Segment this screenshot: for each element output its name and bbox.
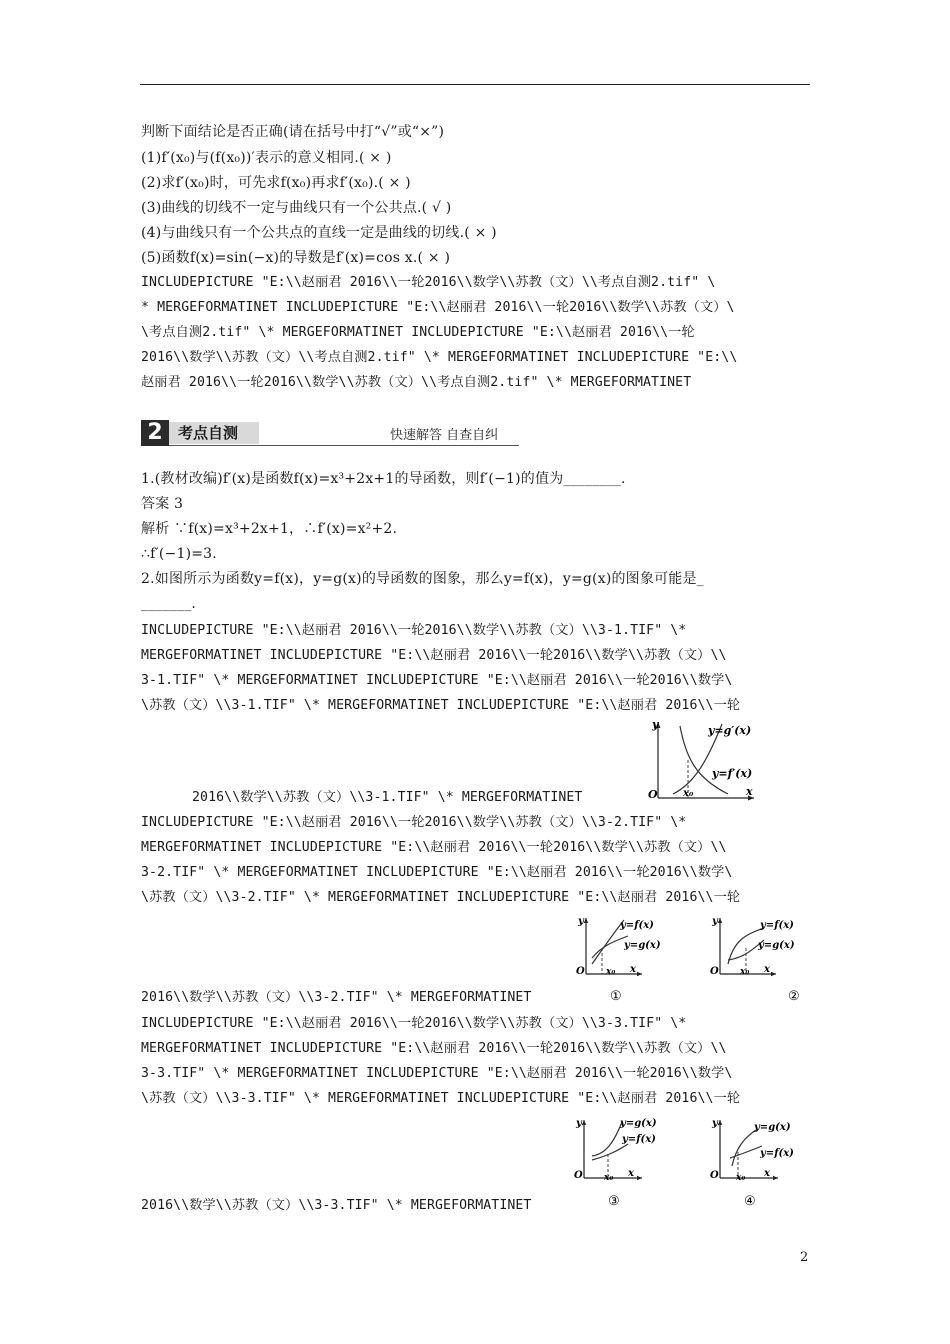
page-number: 2 bbox=[800, 1250, 809, 1265]
include-field-line: INCLUDEPICTURE "E:\\赵丽君 2016\\一轮2016\\数学\\苏教（文）\\3-2.TIF" \* bbox=[141, 815, 687, 830]
origin-label: O bbox=[576, 966, 585, 977]
q1-question: 1.(教材改编)f′(x)是函数f(x)=x³+2x+1的导函数，则f′(−1)的值为________. bbox=[141, 471, 626, 487]
q1-answer: 答案 3 bbox=[141, 496, 184, 512]
x0-label: x₀ bbox=[740, 967, 750, 977]
section-title: 考点自测 bbox=[178, 424, 239, 442]
q1-analysis: 解析 ∵f(x)=x³+2x+1，∴f′(x)=x²+2. bbox=[141, 521, 398, 537]
curve-g bbox=[592, 1122, 622, 1156]
option-figure-3 bbox=[570, 1112, 680, 1212]
curve-label-f: y=f(x) bbox=[622, 1134, 656, 1145]
derivative-graph-figure bbox=[628, 718, 758, 804]
judge-item-4: (4)与曲线只有一个公共点的直线一定是曲线的切线.( × ) bbox=[141, 225, 497, 241]
figure-caption: ③ bbox=[608, 1194, 620, 1209]
judge-item-2: (2)求f′(x₀)时，可先求f(x₀)再求f′(x₀).( × ) bbox=[141, 175, 411, 191]
q2-question-cont: _______. bbox=[141, 596, 197, 612]
curve-g bbox=[732, 1130, 756, 1166]
curve-label-f: y=f(x) bbox=[760, 920, 794, 931]
judge-intro: 判断下面结论是否正确(请在括号中打“√”或“×”) bbox=[141, 124, 445, 140]
include-field-line: 2016\\数学\\苏教（文）\\3-3.TIF" \* MERGEFORMATINET bbox=[141, 1198, 532, 1213]
option-figure-4 bbox=[706, 1112, 816, 1212]
include-field-line: 3-1.TIF" \* MERGEFORMATINET INCLUDEPICTURE "E:\\赵丽君 2016\\一轮2016\\数学\ bbox=[141, 673, 733, 688]
curve-label-g-prime: y=g′(x) bbox=[708, 724, 752, 737]
x-axis-label: x bbox=[746, 785, 753, 798]
x0-label: x₀ bbox=[604, 1173, 614, 1183]
origin-label: O bbox=[648, 788, 658, 801]
x0-label: x₀ bbox=[606, 967, 616, 977]
include-field-line: \苏教（文）\\3-1.TIF" \* MERGEFORMATINET INCLUDEPICTURE "E:\\赵丽君 2016\\一轮 bbox=[141, 698, 741, 713]
origin-label: O bbox=[710, 966, 719, 977]
curve-label-g: y=g(x) bbox=[624, 940, 661, 951]
y-axis-label: y bbox=[712, 916, 718, 927]
curve-label-g: y=g(x) bbox=[758, 940, 795, 951]
x-axis-label: x bbox=[764, 964, 770, 975]
include-field-line: \苏教（文）\\3-3.TIF" \* MERGEFORMATINET INCLUDEPICTURE "E:\\赵丽君 2016\\一轮 bbox=[141, 1091, 741, 1106]
include-field-line: INCLUDEPICTURE "E:\\赵丽君 2016\\一轮2016\\数学\\苏教（文）\\3-3.TIF" \* bbox=[141, 1016, 687, 1031]
curve-label-g: y=g(x) bbox=[754, 1122, 791, 1133]
include-field-line: INCLUDEPICTURE "E:\\赵丽君 2016\\一轮2016\\数学\\苏教（文）\\3-1.TIF" \* bbox=[141, 623, 687, 638]
include-field-line: 2016\\数学\\苏教（文）\\3-1.TIF" \* MERGEFORMATINET bbox=[192, 790, 583, 805]
include-field-line: MERGEFORMATINET INCLUDEPICTURE "E:\\赵丽君 2016\\一轮2016\\数学\\苏教（文）\\ bbox=[141, 1041, 727, 1056]
include-field-line: MERGEFORMATINET INCLUDEPICTURE "E:\\赵丽君 2016\\一轮2016\\数学\\苏教（文）\\ bbox=[141, 840, 727, 855]
section-underline bbox=[169, 445, 519, 446]
include-field-line: MERGEFORMATINET INCLUDEPICTURE "E:\\赵丽君 2016\\一轮2016\\数学\\苏教（文）\\ bbox=[141, 648, 727, 663]
y-axis-label: y bbox=[576, 1118, 582, 1129]
origin-label: O bbox=[574, 1170, 583, 1181]
curve-label-f: y=f(x) bbox=[620, 920, 654, 931]
curve-label-f-prime: y=f′(x) bbox=[712, 767, 753, 780]
include-field-line: 3-2.TIF" \* MERGEFORMATINET INCLUDEPICTURE "E:\\赵丽君 2016\\一轮2016\\数学\ bbox=[141, 865, 733, 880]
section-number: 2 bbox=[141, 420, 169, 446]
figure-caption: ④ bbox=[744, 1194, 756, 1209]
origin-label: O bbox=[710, 1170, 719, 1181]
q2-question: 2.如图所示为函数y=f(x)，y=g(x)的导函数的图象，那么y=f(x)，y=g(x)的图象可能是_ bbox=[141, 571, 704, 587]
include-field-line: 赵丽君 2016\\一轮2016\\数学\\苏教（文）\\考点自测2.tif" \* MERGEFORMATINET bbox=[141, 375, 692, 390]
include-field-line: INCLUDEPICTURE "E:\\赵丽君 2016\\一轮2016\\数学\\苏教（文）\\考点自测2.tif" \ bbox=[141, 275, 716, 290]
include-field-line: * MERGEFORMATINET INCLUDEPICTURE "E:\\赵丽君 2016\\一轮2016\\数学\\苏教（文）\ bbox=[141, 300, 735, 315]
judge-item-3: (3)曲线的切线不一定与曲线只有一个公共点.( √ ) bbox=[141, 200, 452, 216]
curve-f bbox=[730, 1146, 762, 1158]
x-axis-label: x bbox=[628, 1168, 634, 1179]
section-subtitle: 快速解答 自查自纠 bbox=[390, 428, 499, 443]
curve-label-g: y=g(x) bbox=[620, 1118, 657, 1129]
include-field-line: 2016\\数学\\苏教（文）\\考点自测2.tif" \* MERGEFORMATINET INCLUDEPICTURE "E:\\ bbox=[141, 350, 738, 365]
option-figure-1 bbox=[572, 912, 682, 1007]
x0-label: x₀ bbox=[736, 1173, 746, 1183]
option-figure-2 bbox=[706, 912, 816, 1007]
q1-conclusion: ∴f′(−1)=3. bbox=[141, 546, 217, 562]
include-field-line: \考点自测2.tif" \* MERGEFORMATINET INCLUDEPICTURE "E:\\赵丽君 2016\\一轮 bbox=[141, 325, 695, 340]
include-field-line: 2016\\数学\\苏教（文）\\3-2.TIF" \* MERGEFORMATINET bbox=[141, 990, 532, 1005]
x-axis-label: x bbox=[630, 964, 636, 975]
header-rule bbox=[140, 84, 810, 85]
curve-f bbox=[592, 1144, 628, 1160]
figure-caption: ① bbox=[610, 989, 622, 1004]
judge-item-5: (5)函数f(x)=sin(−x)的导数是f′(x)=cos x.( × ) bbox=[141, 250, 451, 266]
x-axis-label: x bbox=[764, 1168, 770, 1179]
judge-item-1: (1)f′(x₀)与(f(x₀))′表示的意义相同.( × ) bbox=[141, 150, 392, 166]
curve-label-f: y=f(x) bbox=[760, 1148, 794, 1159]
x0-label: x₀ bbox=[683, 788, 694, 799]
figure-caption: ② bbox=[788, 989, 800, 1004]
include-field-line: \苏教（文）\\3-2.TIF" \* MERGEFORMATINET INCLUDEPICTURE "E:\\赵丽君 2016\\一轮 bbox=[141, 890, 741, 905]
y-axis-label: y bbox=[652, 718, 659, 731]
y-axis-label: y bbox=[578, 916, 584, 927]
include-field-line: 3-3.TIF" \* MERGEFORMATINET INCLUDEPICTURE "E:\\赵丽君 2016\\一轮2016\\数学\ bbox=[141, 1066, 733, 1081]
y-axis-label: y bbox=[712, 1118, 718, 1129]
